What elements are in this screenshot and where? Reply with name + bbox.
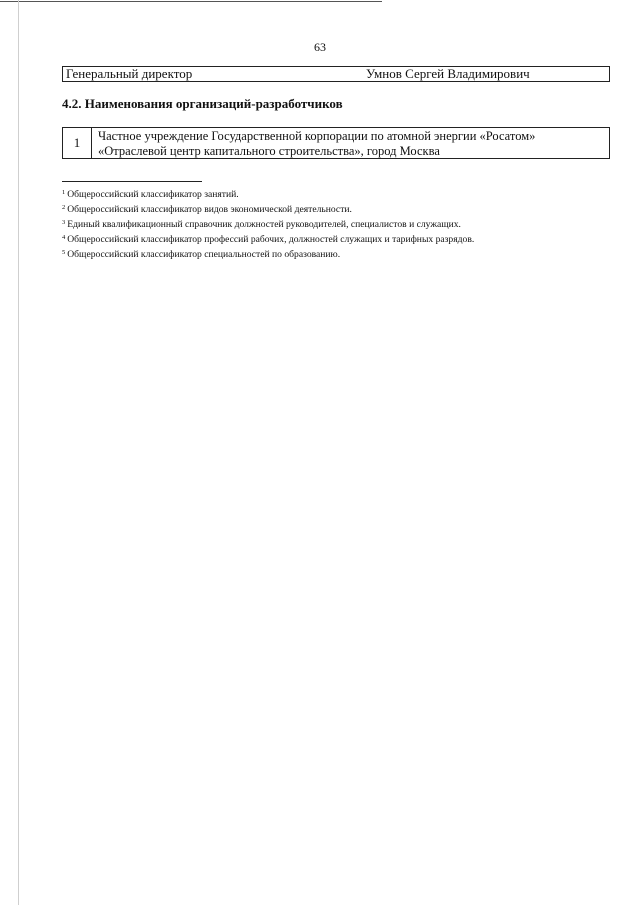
page-number: 63 [314,40,326,54]
signer-position: Генеральный директор [66,66,193,81]
footnote-separator [62,181,202,182]
footnote-text: Общероссийский классификатор профессий рабочих, должностей служащих и тарифных разрядов. [67,234,475,245]
scan-margin-line [18,0,19,905]
footnote [62,231,622,246]
footnote-text: Общероссийский классификатор специальностей по образованию. [67,249,341,260]
footnote-text: Общероссийский классификатор занятий. [67,189,239,200]
footnote-mark: 2 [62,204,66,211]
developers-table [62,127,610,159]
developer-name-line1: Частное учреждение Государственной корпорации по атомной энергии «Росатом» [98,129,536,143]
footnote-text: Единый квалификационный справочник должностей руководителей, специалистов и служащих. [67,219,461,230]
section-heading: 4.2. Наименования организаций-разработчиков [62,96,343,111]
footnote [62,246,622,261]
scan-edge-line [0,1,382,2]
footnote-text: Общероссийский классификатор видов экономической деятельности. [67,204,352,215]
developer-name [98,129,606,159]
signer-table-row [62,66,610,82]
footnote [62,216,622,231]
footnote-mark: 1 [62,189,66,196]
footnote-mark: 4 [62,234,66,241]
footnote [62,201,622,216]
footnote-mark: 3 [62,219,66,226]
footnotes [62,186,622,261]
footnote [62,186,622,201]
signer-name: Умнов Сергей Владимирович [366,66,530,81]
developer-name-line2: «Отраслевой центр капитального строительства», город Москва [98,144,440,158]
footnote-mark: 5 [62,249,66,256]
developer-number: 1 [63,128,92,158]
